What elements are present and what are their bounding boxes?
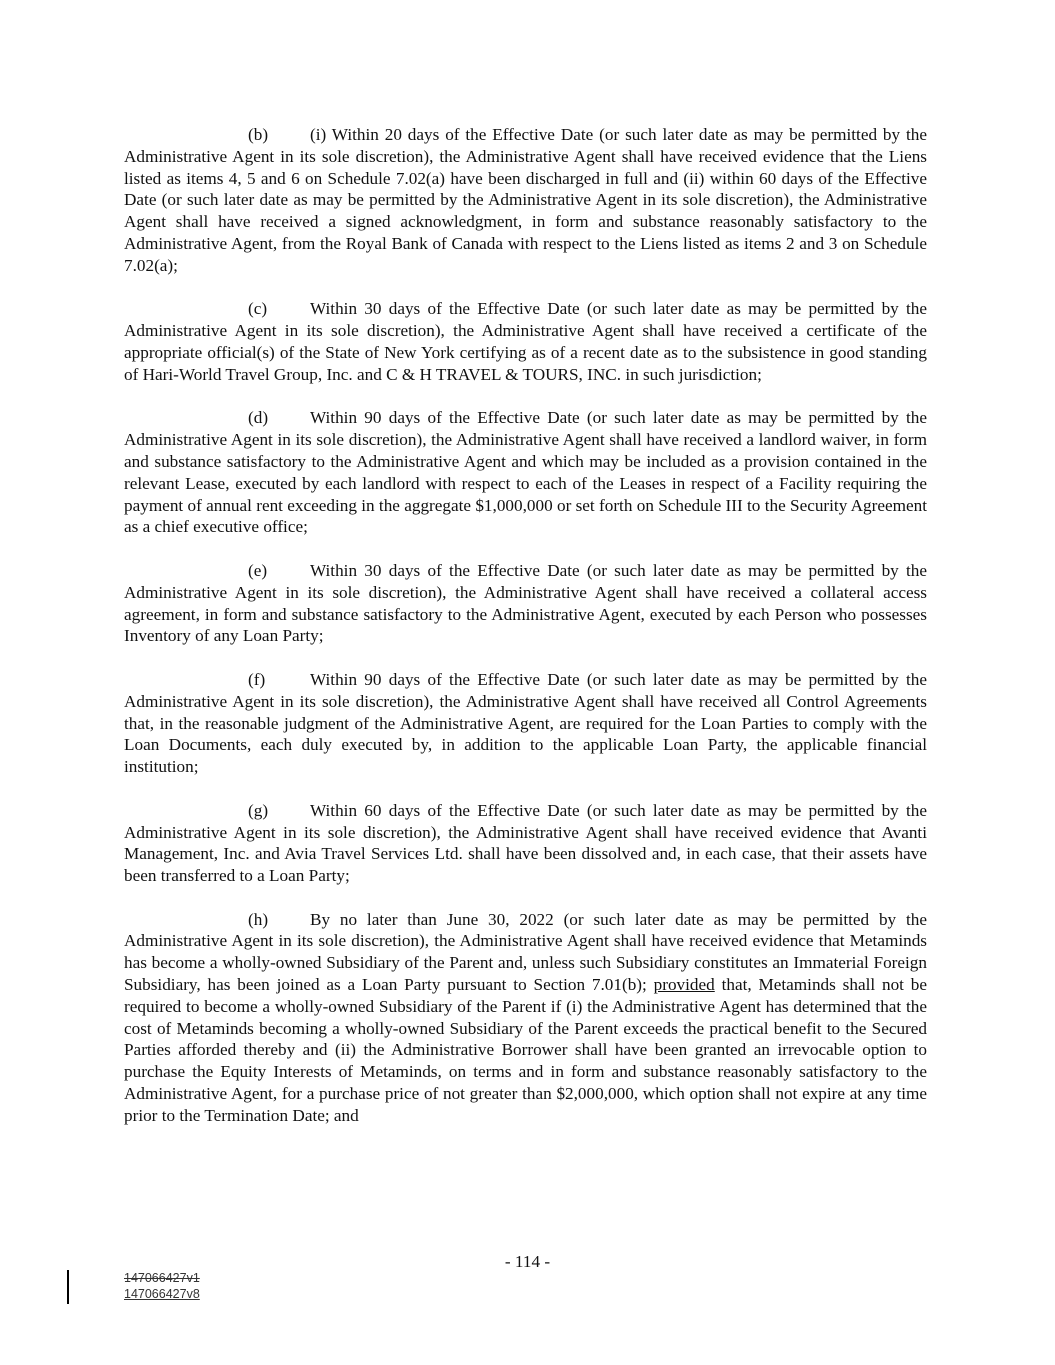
change-bar <box>67 1270 69 1304</box>
paragraph-d <box>124 407 927 538</box>
paragraph-marker: (b) <box>248 125 269 144</box>
paragraph-marker: (f) <box>248 669 266 689</box>
paragraph-text: By no later than June 30, 2022 (or such later date as may be permitted by the Administrative Agent in its sole discretion), the Administrative Agent shall have received evidence that Metaminds has become a wholly-owned Subsidiary of the Parent and, unless such Subsidiary constitutes an Immaterial Foreign Subsidiary, has been joined as a Loan Party pursuant to Section 7.01(b); <box>124 909 927 995</box>
document-body <box>124 124 927 1148</box>
paragraph-text-continued: that, Metaminds shall not be required to become a wholly-owned Subsidiary of the Parent if (i) the Administrative Agent has determined that the cost of Metaminds becoming a wholly-owned Subsidiary of the Parent exceeds the practical benefit to the Secured Parties afforded thereby and (ii) the Administrative Borrower shall have been granted an irrevocable option to purchase the Equity Interests of Metaminds, on terms and in form and substance reasonably satisfactory to the Administrative Agent, for a purchase price of not greater than $2,000,000, which option shall not expire at any time prior to the Termination Date; and <box>124 975 927 1125</box>
paragraph-marker: (c) <box>248 299 268 319</box>
paragraph-f <box>124 669 927 778</box>
paragraph-b <box>124 124 927 277</box>
paragraph-text: Within 60 days of the Effective Date (or such later date as may be permitted by the Administrative Agent in its sole discretion), the Administrative Agent shall have received evidence that Avanti Management, Inc. and Avia Travel Services Ltd. shall have been dissolved and, in each case, that their assets have been transferred to a Loan Party; <box>124 800 927 886</box>
document-id-block <box>124 1270 200 1302</box>
paragraph-marker: (h) <box>248 909 269 929</box>
paragraph-marker: (e) <box>248 560 268 580</box>
paragraph-c <box>124 298 927 385</box>
paragraph-text: Within 90 days of the Effective Date (or such later date as may be permitted by the Administrative Agent in its sole discretion), the Administrative Agent shall have received a landlord waiver, in form and substance satisfactory to the Administrative Agent and which may be included as a provision contained in the relevant Lease, executed by each landlord with respect to each of the Leases in respect of a Facility requiring the payment of annual rent exceeding in the aggregate $1,000,000 or set forth on Schedule III to the Security Agreement as a chief executive office; <box>124 408 927 537</box>
paragraph-e <box>124 560 927 647</box>
paragraph-marker: (g) <box>248 800 269 820</box>
paragraph-text: Within 30 days of the Effective Date (or such later date as may be permitted by the Administrative Agent in its sole discretion), the Administrative Agent shall have received a collateral access agreement, in form and substance satisfactory to the Administrative Agent, executed by each Person who possesses Inventory of any Loan Party; <box>124 560 927 646</box>
paragraph-g <box>124 800 927 887</box>
provided-term: provided <box>653 975 715 995</box>
document-id-old: 147066427v1 <box>124 1271 200 1285</box>
page-number: - 114 - <box>504 1252 551 1271</box>
paragraph-text: (i) Within 20 days of the Effective Date (or such later date as may be permitted by the Administrative Agent in its sole discretion), the Administrative Agent shall have received evidence that the Liens listed as items 4, 5 and 6 on Schedule 7.02(a) have been discharged in full and (ii) within 60 days of the Effective Date (or such later date as may be permitted by the Administrative Agent in its sole discretion), the Administrative Agent shall have received a signed acknowledgment, in form and substance reasonably satisfactory to the Administrative Agent, from the Royal Bank of Canada with respect to the Liens listed as items 2 and 3 on Schedule 7.02(a); <box>124 125 927 275</box>
paragraph-text: Within 30 days of the Effective Date (or such later date as may be permitted by the Administrative Agent in its sole discretion), the Administrative Agent shall have received a certificate of the appropriate official(s) of the State of New York certifying as of a recent date as to the subsistence in good standing of Hari-World Travel Group, Inc. and C & H TRAVEL & TOURS, INC. in such jurisdiction; <box>124 299 927 384</box>
paragraph-h <box>124 909 927 1127</box>
document-id-new: 147066427v8 <box>124 1287 200 1301</box>
paragraph-marker: (d) <box>248 408 269 428</box>
paragraph-text: Within 90 days of the Effective Date (or such later date as may be permitted by the Administrative Agent in its sole discretion), the Administrative Agent shall have received all Control Agreements that, in the reasonable judgment of the Administrative Agent, are required for the Loan Parties to comply with the Loan Documents, each duly executed by, in addition to the applicable Loan Party, the applicable financial institution; <box>124 669 927 777</box>
